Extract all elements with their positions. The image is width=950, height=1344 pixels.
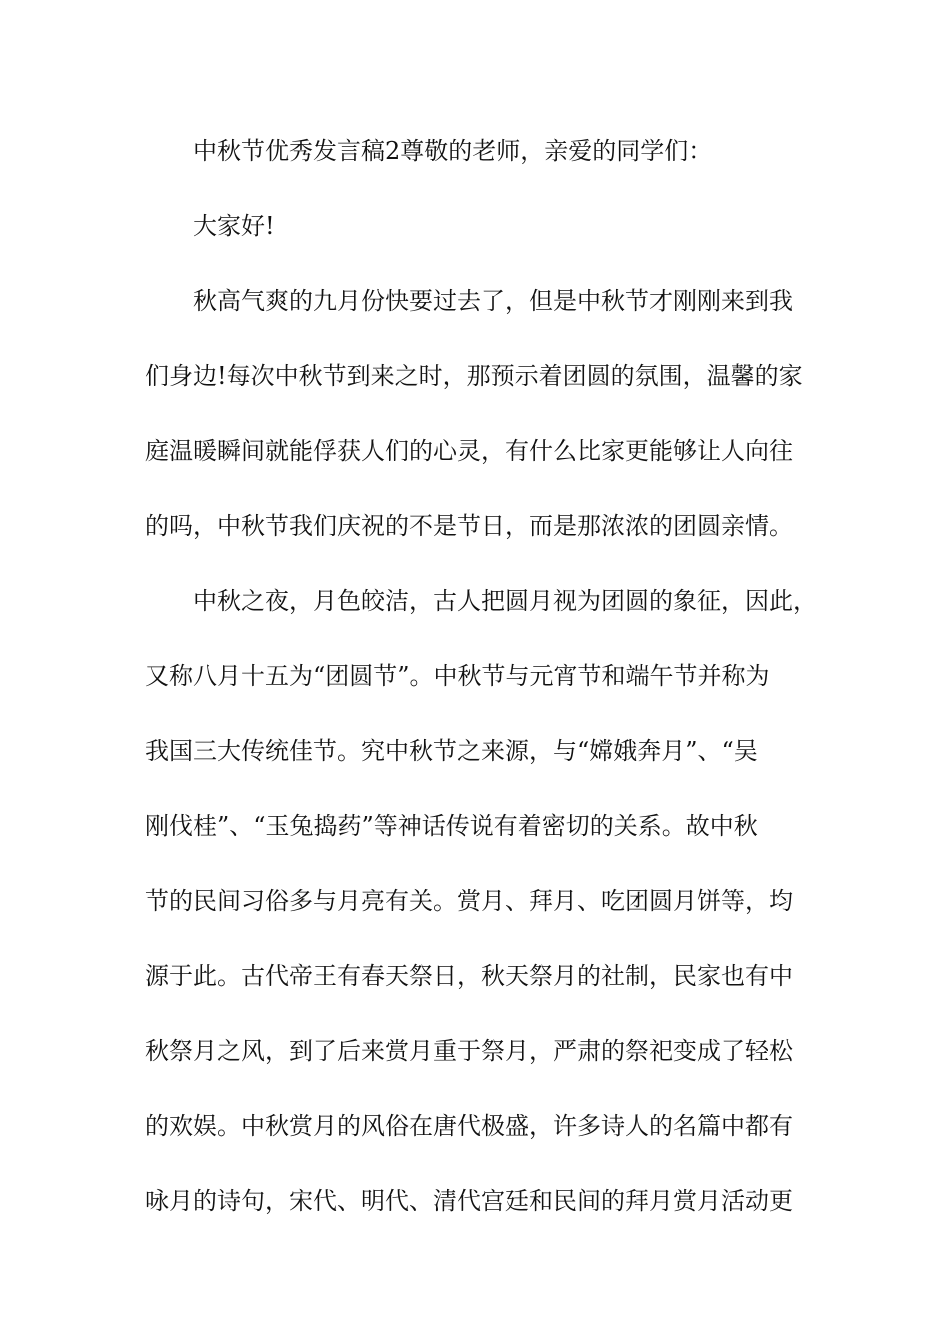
paragraph-2-line-6: 源于此。古代帝王有春天祭日，秋天祭月的社制，民家也有中	[145, 962, 793, 990]
paragraph-1-line-4: 的吗，中秋节我们庆祝的不是节日，而是那浓浓的团圆亲情。	[145, 512, 793, 540]
title-line: 中秋节优秀发言稿2尊敬的老师，亲爱的同学们：	[193, 137, 713, 165]
paragraph-2-line-2: 又称八月十五为“团圆节”。中秋节与元宵节和端午节并称为	[145, 662, 770, 690]
document-body	[145, 131, 825, 1256]
paragraph-2-line-3: 我国三大传统佳节。究中秋节之来源，与“嫦娥奔月”、“吴	[145, 737, 758, 765]
paragraph-2-line-5: 节的民间习俗多与月亮有关。赏月、拜月、吃团圆月饼等，均	[145, 887, 793, 915]
paragraph-1-line-2: 们身边!每次中秋节到来之时，那预示着团圆的氛围，温馨的家	[145, 362, 803, 390]
greeting-line: 大家好!	[193, 212, 275, 240]
paragraph-1-line-3: 庭温暖瞬间就能俘获人们的心灵，有什么比家更能够让人向往	[145, 437, 793, 465]
paragraph-1-line-1: 秋高气爽的九月份快要过去了，但是中秋节才刚刚来到我	[193, 287, 793, 315]
paragraph-2-line-9: 咏月的诗句，宋代、明代、清代宫廷和民间的拜月赏月活动更	[145, 1187, 793, 1215]
paragraph-2-line-4: 刚伐桂”、“玉兔捣药”等神话传说有着密切的关系。故中秋	[145, 812, 758, 840]
paragraph-2-line-8: 的欢娱。中秋赏月的风俗在唐代极盛，许多诗人的名篇中都有	[145, 1112, 793, 1140]
paragraph-2-line-1: 中秋之夜，月色皎洁，古人把圆月视为团圆的象征，因此，	[193, 587, 817, 615]
paragraph-2-line-7: 秋祭月之风，到了后来赏月重于祭月，严肃的祭祀变成了轻松	[145, 1037, 793, 1065]
